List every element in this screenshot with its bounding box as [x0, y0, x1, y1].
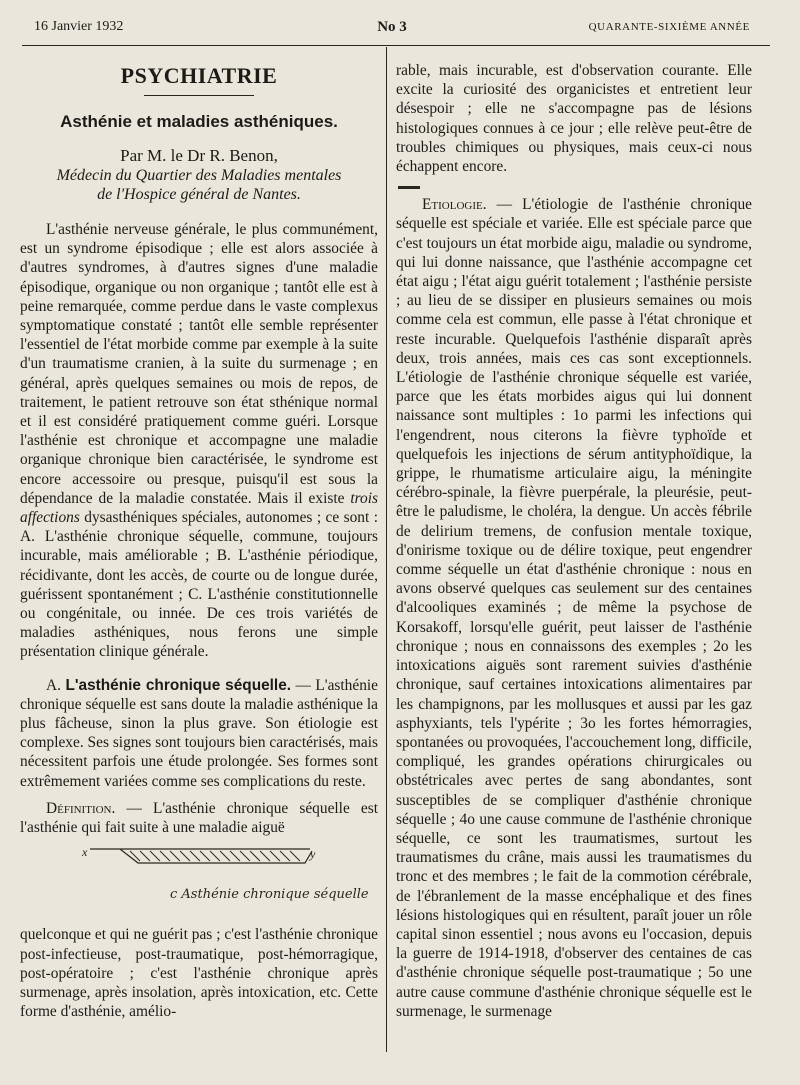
definition-paragraph: Définition. — L'asthénie chronique séquelle est l'asthénie qui fait suite à une maladie aiguë: [20, 799, 378, 837]
intro-paragraph: L'asthénie nerveuse générale, le plus communément, est un syndrome épisodique ; elle est alors associée à d'autres syndromes, à d'autres signes d'une maladie épisodique, organique ou non organique ; tantôt elle est à peine remarquée, comme perdue dans le vaste complexus symptomatique constaté ; tantôt elle semble représenter l'essentiel de l'état morbide comme par exemple à la suite d'un traumatisme cranien, à la suite du surmenage ; en général, après quelques semaines ou mois de repos, de traitement, le patient retrouve son état sthénique normal et il est considéré pratiquement comme guéri. Lorsque l'asthénie est chronique et accompagne une maladie organique chronique bien caractérisée, le syndrome est encore accessoire ou presque, puisqu'il est sous la dépendance de la maladie constatée. Mais il existe trois affections dysasthéniques spéciales, autonomes ; ce sont : A. L'asthénie chronique séquelle, commune, toujours incurable, mais améliorable ; B. L'asthénie périodique, récidivante, dont les accès, de courte ou de longue durée, guérissent spontanément ; C. L'asthénie constitutionnelle ou congénitale, ou innée. De ces trois variétés de maladies asthéniques, nous ferons une simple présentation clinique générale.: [20, 221, 378, 661]
author-affiliation: [20, 166, 378, 204]
section-title: PSYCHIATRIE: [120, 63, 278, 88]
issue-year: QUARANTE-SIXIÈME ANNÉE: [588, 21, 750, 33]
definition-continued-paragraph: quelconque et qui ne guérit pas ; c'est l'asthénie chronique post-infectieuse, post-traumatique, post-hémorragique, post-opératoire ; c'est l'asthénie chronique après surmenage, après insolation, après intoxication, etc. Cette forme d'asthénie, amélio-: [20, 926, 378, 1021]
section-a-paragraph: A. L'asthénie chronique séquelle. — L'asthénie chronique séquelle est sans doute la maladie asthénique la plus fâcheuse, sinon la plus grave. Son étiologie est complexe. Ses signes sont toujours bien caractérisés, mais nécessitent parfois une étude prolongée. Ses formes sont extrêmement variées comme ses complications du reste.: [20, 676, 379, 790]
affiliation-line-2: de l'Hospice général de Nantes.: [97, 186, 301, 203]
affiliation-line-1: Médecin du Quartier des Maladies mentales: [56, 167, 342, 184]
definition-heading: Définition.: [46, 799, 116, 817]
issue-date: 16 Janvier 1932: [34, 19, 124, 34]
left-column: [20, 62, 378, 1021]
column-divider: [386, 47, 387, 1052]
page-header: [34, 19, 750, 39]
continued-paragraph: rable, mais incurable, est d'observation courante. Elle excite la curiosité des organicistes et entretient leur désespoir ; elle ne s'accompagne pas de lésions histologiques connues à ce jour ; elle relève peut-être de troubles chimiques ou physiques, mais ceux-ci nous échappent encore.: [396, 62, 752, 176]
diagram-curve: [90, 841, 320, 881]
asthenia-diagram: [20, 841, 378, 911]
etiology-paragraph: Etiologie. — L'étiologie de l'asthénie chronique séquelle est spéciale et variée. Elle est spéciale parce que c'est toujours un état morbide aigu, maladie ou syndrome, qui lui donne naissance, que l'asthénie accompagne cet état aigu ; l'état aigu guérit totalement ; l'asthénie persiste ; au lieu de se dissiper en plusieurs semaines ou mois comme cela est commun, elle passe à l'état chronique et reste incurable. Quelquefois l'asthénie disparaît après deux, trois années, mais ces cas sont exceptionnels. L'étiologie de l'asthénie chronique séquelle est variée, parce que les états morbides aigus qui lui donnent naissance sont multiples : 1o parmi les infections qui l'engendrent, nous citerons la fièvre typhoïde et quelquefois les injections de sérum antityphoïdique, la grippe, le rhumatisme articulaire aigu, la méningite cérébro-spinale, la fièvre puerpérale, la pleurésie, peut-être le paludisme, le choléra, la dengue. Un accès fébrile de delirium tremens, de confusion mentale toxique, d'onirisme toxique ou de délire toxique, peut engendrer comme séquelle un état d'asthénie chronique : nous en avons observé quelques cas seulement sur des centaines d'alcooliques examinés ; de même la psychose de Korsakoff, lorsqu'elle guérit, peut laisser de l'asthénie chronique ; nous en connaissons des exemples ; 2o les intoxications aiguës sont rarement suivies d'asthénie chronique, sauf certaines intoxications alimentaires par les champignons, par les mollusques et aussi par les gaz asphyxiants, tels l'ypérite ; 3o les fortes hémorragies, spontanées ou provoquées, l'accouchement long, difficile, compliqué, les grandes opérations chirurgicales ou obstétricales avec pertes de sang abondantes, sont susceptibles de se compliquer d'asthénie chronique séquelle ; 4o une cause commune de l'asthénie chronique séquelle, ce sont les traumatismes, surtout les traumatismes du crâne, mais aussi les traumatismes du tronc et des membres ; le fait de la commotion cérébrale, de l'ébranlement de la masse encéphalique et des fines lésions histologiques qui en résultent, paraît jouer un rôle capital sinon essentiel ; nous avons eu l'occasion, depuis la guerre de 1914-1918, d'observer des centaines de cas d'asthénie chronique séquelle post-traumatique ; 5o une autre cause commune d'asthénie chronique séquelle est le surmenage, le surmenage: [396, 196, 752, 1020]
article-byline: Par M. le Dr R. Benon,: [120, 146, 278, 165]
emphasis-trois-affections: trois affections: [20, 489, 378, 527]
diagram-caption: c Asthénie chronique séquelle: [170, 887, 369, 903]
issue-number: No 3: [377, 19, 407, 35]
right-column: [396, 61, 752, 1021]
section-title-rule: [144, 95, 254, 96]
diagram-label-x: x: [82, 845, 88, 860]
diagram-label-y: y: [310, 847, 316, 862]
section-a-heading: L'asthénie chronique séquelle.: [65, 676, 292, 694]
article-title: Asthénie et maladies asthéniques.: [60, 112, 338, 131]
section-separator: [398, 186, 420, 189]
header-rule: [22, 45, 770, 46]
etiology-heading: Etiologie.: [422, 196, 487, 214]
